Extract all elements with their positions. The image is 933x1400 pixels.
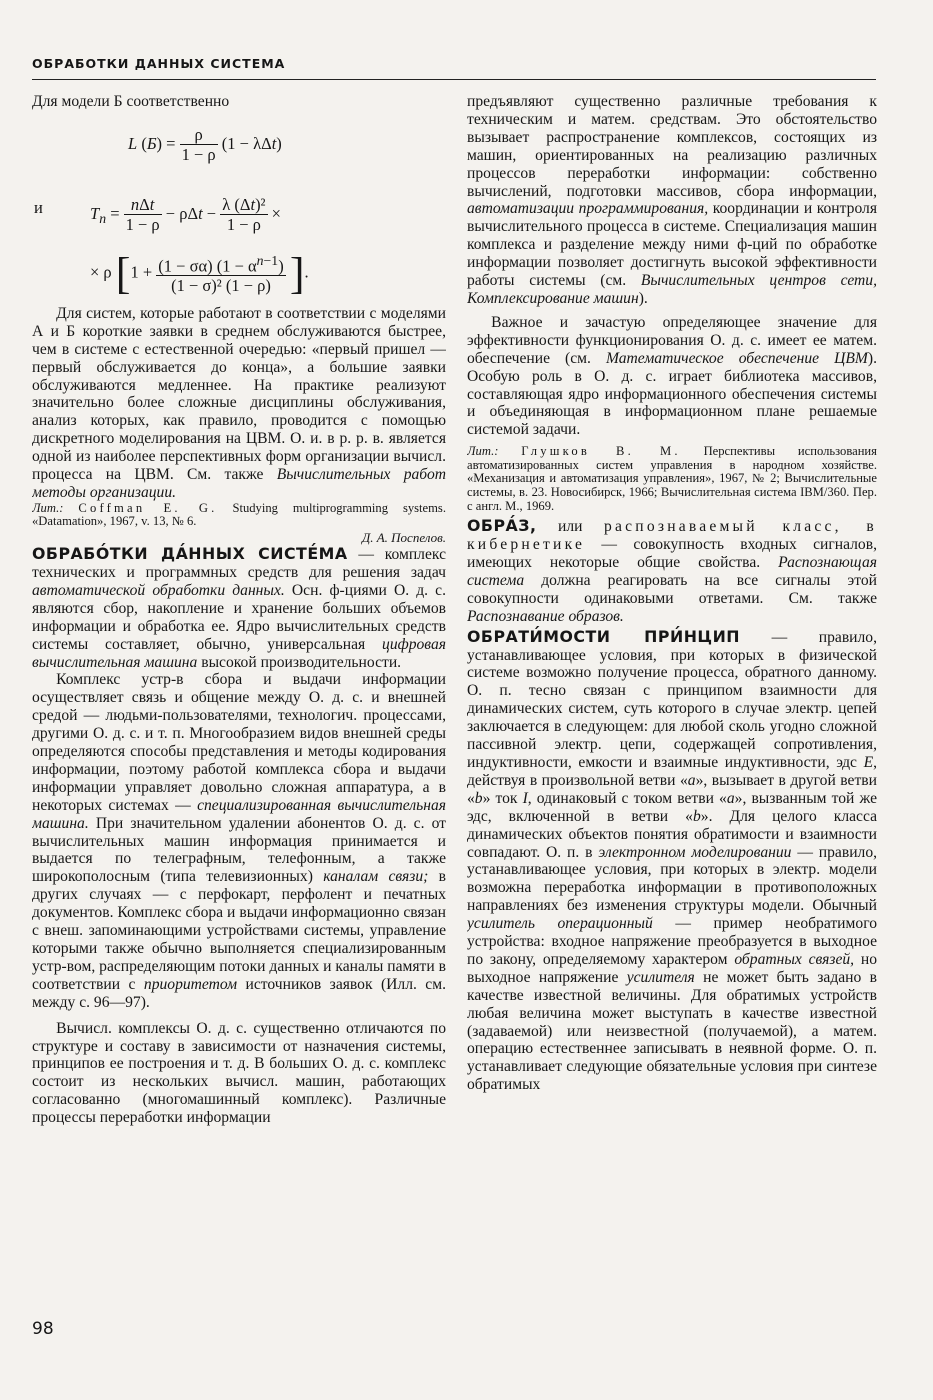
- formula-tn: $T_n$ = $\frac{\text{nΔt}}{1 - \rho}$ − ρΔt − $\frac{\text{λ (Δt)²}}{1 - \rho}$ ×: [90, 194, 281, 234]
- literature-note-1: Лит.: Coffman E. G. Studying multiprogramming systems. «Datamation», 1967, v. 13, № 6.: [32, 500, 446, 529]
- author-signature-1: Д. А. Поспелов.: [361, 530, 446, 546]
- paragraph-io-complex: Комплекс устр-в сбора и выдачи информации осуществляет связь и общение между О. д. с. и внешней средой — людьми-пользователями, технологич. процессами, другими О. д. с. и т. п. Многообразием видов внешней среды определяются способы представления и методы кодирования информации, поэтому работой комплекса сбора и выдачи информации управляет довольно сложная аппаратура, а в некоторых системах — специализированная вычислительная машина. При значительном удалении абонентов О. д. с. от вычислительных машин информация принимается и выдается по телеграфным, телефонным, а также широкополосным (типа телевизионных) каналам связи; в других случаях — с перфокарт, перфолент и печатных документов. Комплекс сбора и выдачи информационно связан с внеш. запоминающими устройствами системы, управление которыми также обычно выполняется специализированным устр-вом, распределяющим потоки данных и каналы памяти в соответствии с приоритетом источников заявок (Илл. см. между с. 96—97).: [32, 671, 446, 1011]
- cross-ref-link[interactable]: Вычислительных работ методы организации.: [32, 466, 446, 501]
- formula-tn-cont: × ρ [1 + $\frac{(1 - \sigma\alpha) (1 - \alpha^{n-1})}{\text{(1 − σ)² (1 − ρ)}}$ ].: [90, 248, 309, 298]
- cross-ref-link[interactable]: автоматической обработки данных.: [32, 581, 285, 599]
- formula-l-b: L (Б) = $\frac{\rho}{1 - \rho}$ (1 − λΔt): [128, 124, 282, 164]
- entry-data-processing-system: ОБРАБО́ТКИ ДА́ННЫХ СИСТЕ́МА — комплекс технических и программных средств для решения задач автоматической обработки данных. Осн. ф-циями О. д. с. являются сбор, накопление и хранение больших объемов информации и обработка ее. Ядро вычислительных средств системы составляет, обычно, универсальная цифровая вычислительная машина высокой производительности.: [32, 544, 446, 671]
- cross-ref-link[interactable]: приоритетом: [143, 975, 238, 993]
- paragraph-software: Важное и зачастую определяющее значение для эффективности функционирования О. д. с. имеет ее матем. обеспечение (см. Математическое обеспечение ЦВМ). Особую роль в О. д. с. играет библиотека массивов, составляющая ядро информационного обеспечения системы и объединяющая в информационном плане решаемые системой задачи.: [467, 313, 877, 439]
- paragraph-computing-complexes: Вычисл. комплексы О. д. с. существенно отличаются по структуре и составу в зависимости от назначения системы, принципов ее построения и т. д. В больших О. д. с. комплекс состоит из нескольких вычисл. машин, работающих согласованно (многомашинный комплекс). Различные процессы переработки информации: [32, 1019, 446, 1127]
- headword: ОБРАТИ́МОСТИ ПРИ́НЦИП: [467, 626, 741, 646]
- formula-and-word: и: [34, 197, 43, 217]
- cross-ref-link[interactable]: цифровая вычислительная машина: [32, 635, 446, 671]
- cross-ref-link[interactable]: автоматизации программирования,: [467, 200, 709, 218]
- entry-reversibility-principle: ОБРАТИ́МОСТИ ПРИ́НЦИП — правило, устанавливающее условия, при которых в физической системе возможно получение процесса, обратного данному. О. п. тесно связан с принципом взаимности для динамических систем, суть которого в случае электр. цепей заключается в следующем: для любой сколь угодно сложной пассивной электр. цепи, содержащей сопротивления, индуктивности, емкости и взаимные индуктивности, эдс E, действуя в произвольной ветви «a», вызывает в другой ветви «b» ток I, одинаковый с током ветви «a», вызванным той же эдс, включенной в ветви «b». Для целого класса динамических объектов понятия обратимости и взаимности совпадают. О. п. в электронном моделировании — правило, устанавливающее условия, при которых в электр. модели возможна переработка информации в противоположных направлениях без изменения структуры модели. Обычный усилитель операционный — пример необратимого устройства: входное напряжение преобразуется в выходное по закону, определяемому характером обратных связей, но выходное напряжение усилителя не может быть задано в качестве известной величины. Для обратимых устройств любая величина может выступать в качестве известной (задаваемой) или неизвестной (получаемой), а матем. операцию естественнее записывать в неявной форме. О. п. устанавливает следующие обязательные условия при синтезе обратимых: [467, 626, 877, 1094]
- page-number: 98: [32, 1319, 54, 1339]
- cross-ref-link[interactable]: Вычислительных центров сети, Комплексирование машин: [467, 272, 877, 307]
- formula-block: [32, 113, 446, 298]
- cross-ref-link[interactable]: электронном моделировании: [598, 843, 792, 861]
- literature-note-2: Лит.: Глушков В. М. Перспективы использования автоматизированных систем управления в народном хозяйстве. «Механизация и автоматизация управления», 1967, № 2; Вычислительные системы, в. 23. Новосибирск, 1966; Вычислительная система IBM/360. Пер. с англ. М., 1969.: [467, 444, 877, 513]
- cross-ref-link[interactable]: Распознавание образов.: [467, 607, 624, 625]
- headword: ОБРАБО́ТКИ ДА́ННЫХ СИСТЕ́МА: [32, 544, 348, 564]
- cross-ref-link[interactable]: специализированная вычислительная машина.: [32, 796, 446, 832]
- cross-ref-link[interactable]: усилитель операционный: [467, 915, 653, 933]
- header-rule: [32, 79, 876, 80]
- paragraph-continued: предъявляют существенно различные требования к техническим и матем. средствам. Это обстоятельство вызывает распространение комплексов, состоящих из машин, ориентированных на реализацию различных процессов переработки информации: собственно вычислений, подготовки массивов, сбора информации, автоматизации программирования, координации и контроля вычислительного процесса в системе. Специализация машин комплекса и разделение между ними ф-ций по обработке информации позволяет достигнуть высокой эффективности работы системы (см. Вычислительных центров сети, Комплексирование машин).: [467, 93, 877, 307]
- cross-ref-link[interactable]: усилителя: [626, 968, 695, 986]
- cross-ref-link[interactable]: обратных связей,: [734, 950, 855, 968]
- headword: ОБРА́З,: [467, 516, 537, 536]
- paragraph-queue-disciplines: Для систем, которые работают в соответствии с моделями А и Б короткие заявки в среднем обслуживаются быстрее, чем в системе с естественной очередью: «первый пришел — первый обслуживается до конца», а большие заявки обслуживаются медленнее. На практике реализуют значительно более сложные дисциплины обслуживания, анализ которых, как правило, проводится с помощью дискретного моделирования на ЦВМ. О. и. в р. р. в. является одной из наиболее перспективных форм организации вычисл. процесса на ЦВМ. См. также Вычислительных работ методы организации.: [32, 304, 446, 501]
- cross-ref-link[interactable]: каналам связи;: [323, 868, 429, 886]
- cross-ref-link[interactable]: Математическое обеспечение ЦВМ: [605, 349, 868, 367]
- cross-ref-link[interactable]: Распознающая система: [467, 554, 877, 589]
- entry-image: ОБРА́З, или распознаваемый класс, в кибернетике — совокупность входных сигналов, имеющих некоторые общие свойства. Распознающая система должна реагировать на все сигналы этой совокупности одинаковыми ответами. См. также Распознавание образов.: [467, 516, 877, 625]
- model-b-intro: Для модели Б соответственно: [32, 93, 230, 110]
- right-column: [467, 92, 877, 1317]
- left-column: [32, 92, 446, 1317]
- running-head: ОБРАБОТКИ ДАННЫХ СИСТЕМА: [32, 56, 286, 71]
